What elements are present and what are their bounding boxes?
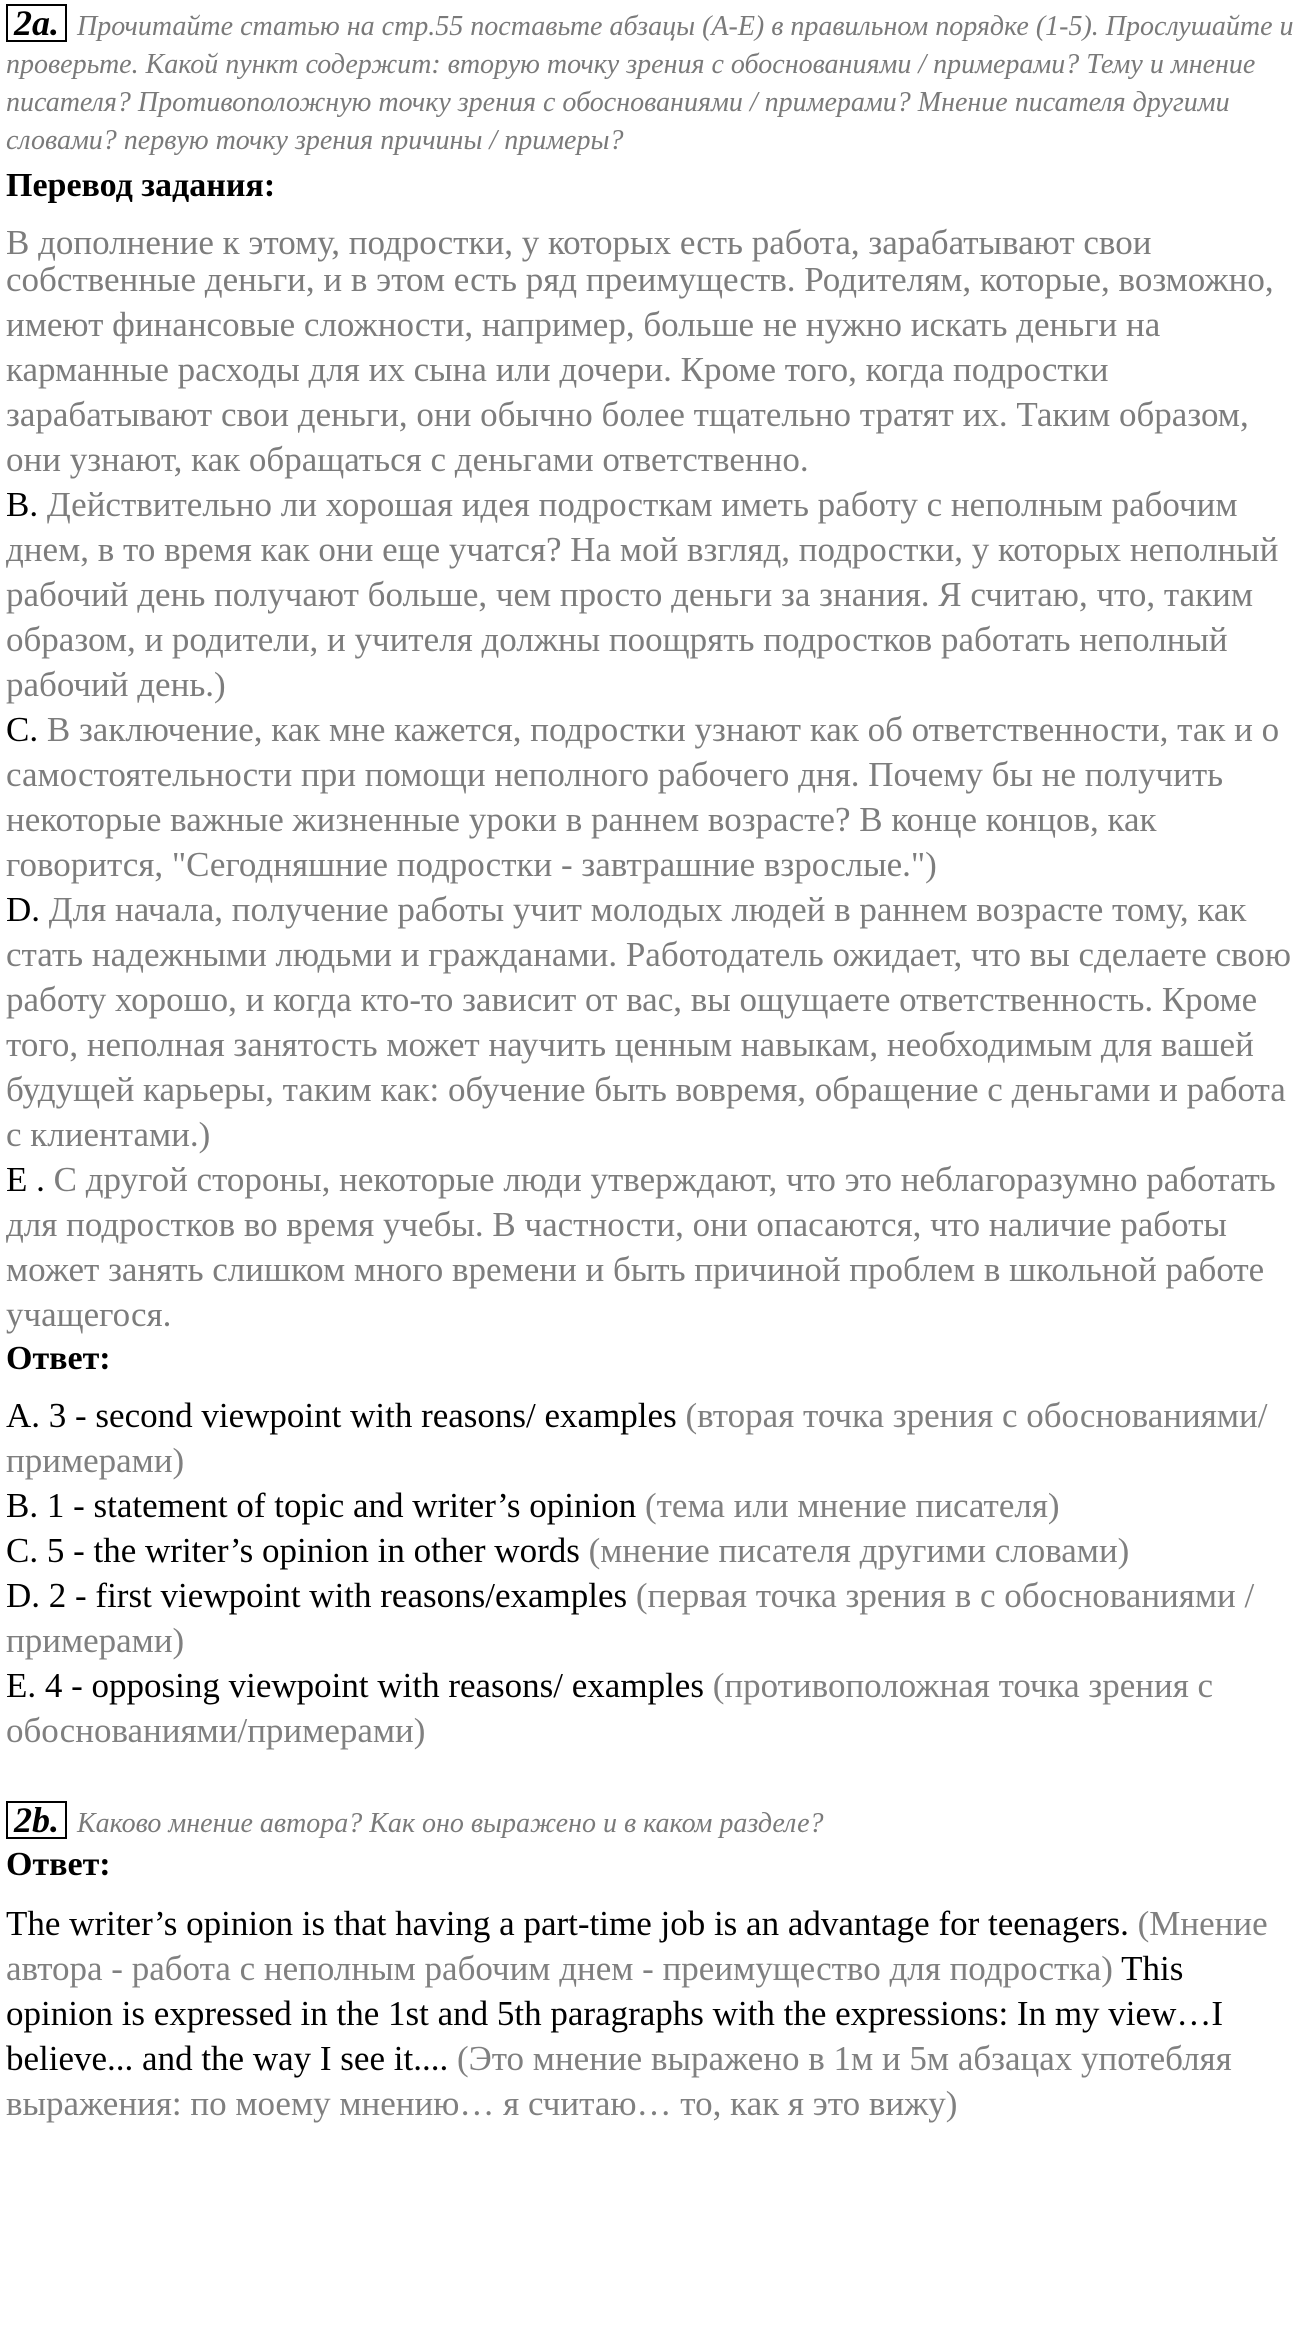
answer-item xyxy=(6,1528,1296,1573)
answer-item-en: E. 4 - opposing viewpoint with reasons/ examples xyxy=(6,1666,704,1705)
paragraph-e-text: С другой стороны, некоторые люди утверждают, что это неблагоразумно работать для подростков во время учебы. В частности, они опасаются, что наличие работы может занять слишком много времени и быть причиной проблем в школьной работе учащегося. xyxy=(6,1160,1276,1334)
paragraph-a-first-line: В дополнение к этому, подростки, у которых есть работа, зарабатывают свои xyxy=(6,223,1152,262)
paragraph-b-letter: B. xyxy=(6,485,39,524)
answer-item-ru: (противоположная точка зрения с обоснованиями/примерами) xyxy=(6,1666,1214,1750)
task-2a-instruction: Прочитайте статью на стр.55 поставьте абзацы (A-E) в правильном порядке (1-5). Прослушайте и проверьте. Какой пункт содержит: вторую точку зрения с обоснованиями / примерами? Тему и мнение писателя? Противоположную точку зрения с обоснованиями / примерами? Мнение писателя другими словами? первую точку зрения причины / примеры? xyxy=(6,11,1294,156)
paragraph-d-text: Для начала, получение работы учит молодых людей в раннем возрасте тому, как стать надежными людьми и гражданами. Работодатель ожидает, что вы сделаете свою работу хорошо, и когда кто-то зависит от вас, вы ощущаете ответственность. Кроме того, неполная занятость может научить ценным навыкам, необходимым для вашей будущей карьеры, таким как: обучение быть вовремя, обращение с деньгами и работа с клиентами.) xyxy=(6,890,1291,1154)
paragraph-c xyxy=(6,707,1296,887)
answer-item-en: A. 3 - second viewpoint with reasons/ examples xyxy=(6,1396,677,1435)
answer-item-ru: (вторая точка зрения с обоснованиями/примерами) xyxy=(6,1396,1268,1480)
answer-item-ru: (мнение писателя другими словами) xyxy=(579,1531,1130,1570)
paragraph-d xyxy=(6,887,1296,1157)
translation-heading: Перевод задания: xyxy=(6,167,276,204)
answer-item xyxy=(6,1393,1296,1483)
paragraph-b xyxy=(6,482,1296,707)
answer-2b-ru-1: (Мнение автора - работа с неполным рабочим днем - преимущество для подростка) xyxy=(6,1904,1268,1988)
paragraph-c-letter: C. xyxy=(6,710,39,749)
answer-item xyxy=(6,1573,1296,1663)
answer-item-en: D. 2 - first viewpoint with reasons/examples xyxy=(6,1576,628,1615)
answer-2b-en-2: This opinion is expressed in the 1st and 5th paragraphs with the expressions: In my view…I believe... and the way I see it.... xyxy=(6,1949,1224,2078)
paragraph-d-letter: D. xyxy=(6,890,41,929)
answer-2b xyxy=(6,1901,1296,2126)
answers-2a-list xyxy=(6,1393,1296,1753)
paragraph-e-letter: E . xyxy=(6,1160,45,1199)
answer-heading-2b: Ответ: xyxy=(6,1846,111,1883)
answer-item-ru: (первая точка зрения в с обоснованиями /примерами) xyxy=(6,1576,1255,1660)
task-2b xyxy=(6,1801,1296,1843)
answer-item-ru: (тема или мнение писателя) xyxy=(636,1486,1060,1525)
task-badge-2a: 2a. xyxy=(6,4,67,42)
answer-2b-en-1: The writer’s opinion is that having a part-time job is an advantage for teenagers. xyxy=(6,1904,1129,1943)
paragraph-c-text: В заключение, как мне кажется, подростки узнают как об ответственности, так и о самостоятельности при помощи неполного рабочего дня. Почему бы не получить некоторые важные жизненные уроки в раннем возрасте? В конце концов, как говорится, "Сегодняшние подростки - завтрашние взрослые.") xyxy=(6,710,1280,884)
paragraph-e xyxy=(6,1157,1296,1337)
task-2b-instruction: Каково мнение автора? Как оно выражено и в каком разделе? xyxy=(77,1808,824,1839)
answer-item xyxy=(6,1483,1296,1528)
answer-item xyxy=(6,1663,1296,1753)
answer-2b-ru-2: (Это мнение выражено в 1м и 5м абзацах употебляя выражения: по моему мнению… я считаю… то, как я это вижу) xyxy=(6,2039,1232,2123)
answer-item-en: C. 5 - the writer’s opinion in other words xyxy=(6,1531,580,1570)
page xyxy=(6,0,1296,2126)
answer-item-en: B. 1 - statement of topic and writer’s opinion xyxy=(6,1486,637,1525)
answer-heading-2a: Ответ: xyxy=(6,1340,111,1377)
task-2a xyxy=(6,4,1296,160)
paragraph-b-text: Действительно ли хорошая идея подросткам иметь работу с неполным рабочим днем, в то время как они еще учатся? На мой взгляд, подростки, у которых неполный рабочий день получают больше, чем просто деньги за знания. Я считаю, что, таким образом, и родители, и учителя должны поощрять подростков работать неполный рабочий день.) xyxy=(6,485,1279,704)
task-badge-2b: 2b. xyxy=(6,1801,67,1839)
paragraph-a-rest: собственные деньги, и в этом есть ряд преимуществ. Родителям, которые, возможно, имеют финансовые сложности, например, больше не нужно искать деньги на карманные расходы для их сына или дочери. Кроме того, когда подростки зарабатывают свои деньги, они обычно более тщательно тратят их. Таким образом, они узнают, как обращаться с деньгами ответственно. xyxy=(6,260,1274,479)
